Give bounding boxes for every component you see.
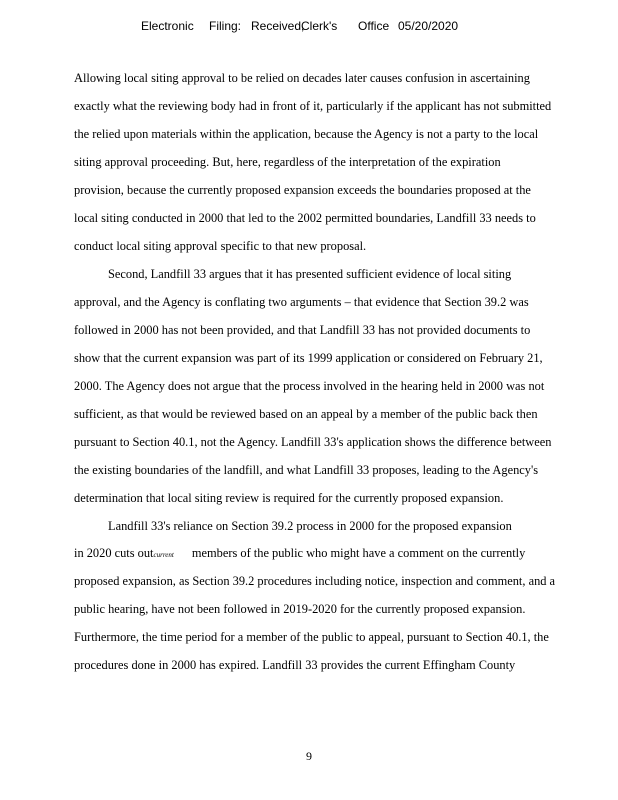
body-line: public hearing, have not been followed in 2019-2020 for the currently proposed expansion.	[74, 602, 526, 616]
header-office: Office	[358, 19, 390, 33]
body-line: Landfill 33's reliance on Section 39.2 process in 2000 for the proposed expansion	[108, 519, 512, 533]
body-line: Allowing local siting approval to be relied on decades later causes confusion in ascertaining	[74, 71, 530, 85]
page-number: 9	[306, 749, 312, 763]
body-line-end: members of the public who might have a comment on the currently	[191, 546, 526, 560]
body-line: sufficient, as that would be reviewed based on an appeal by a member of the public back then	[74, 407, 538, 421]
body-line: followed in 2000 has not been provided, and that Landfill 33 has not provided documents to	[74, 323, 531, 337]
body-line: Second, Landfill 33 argues that it has presented sufficient evidence of local siting	[108, 267, 512, 281]
body-line: approval, and the Agency is conflating two arguments – that evidence that Section 39.2 was	[74, 295, 529, 309]
body-line: siting approval proceeding. But, here, regardless of the interpretation of the expiration	[74, 155, 501, 169]
body-line-start: in 2020 cuts out	[74, 546, 154, 560]
header-date: 05/20/2020	[398, 19, 459, 33]
body-line: provision, because the currently proposed expansion exceeds the boundaries proposed at the	[74, 183, 531, 197]
header-clerks: Clerk's	[301, 19, 338, 33]
body-line: determination that local siting review is required for the currently proposed expansion.	[74, 491, 504, 505]
body-line: procedures done in 2000 has expired. Landfill 33 provides the current Effingham County	[74, 658, 516, 672]
body-line	[74, 546, 525, 561]
body-line: exactly what the reviewing body had in front of it, particularly if the applicant has not submitted	[74, 99, 552, 113]
body-line: pursuant to Section 40.1, not the Agency. Landfill 33's application shows the difference between	[74, 435, 552, 449]
body-line: conduct local siting approval specific to that new proposal.	[74, 239, 367, 253]
body-line: Furthermore, the time period for a member of the public to appeal, pursuant to Section 40.1, the	[74, 630, 549, 644]
header-electronic: Electronic	[141, 19, 194, 33]
body-line: the relied upon materials within the application, because the Agency is not a party to the local	[74, 127, 539, 141]
header-received: Received,	[251, 19, 305, 33]
body-line: the existing boundaries of the landfill, and what Landfill 33 proposes, leading to the Agency's	[74, 463, 539, 477]
body-line: proposed expansion, as Section 39.2 procedures including notice, inspection and comment, and a	[74, 574, 556, 588]
header-filing: Filing:	[209, 19, 242, 33]
body-line: local siting conducted in 2000 that led to the 2002 permitted boundaries, Landfill 33 needs to	[74, 211, 536, 225]
body-line: show that the current expansion was part of its 1999 application or considered on February 21,	[74, 351, 543, 365]
body-line: 2000. The Agency does not argue that the process involved in the hearing held in 2000 was not	[74, 379, 545, 393]
interlineation-current: current	[153, 551, 174, 559]
